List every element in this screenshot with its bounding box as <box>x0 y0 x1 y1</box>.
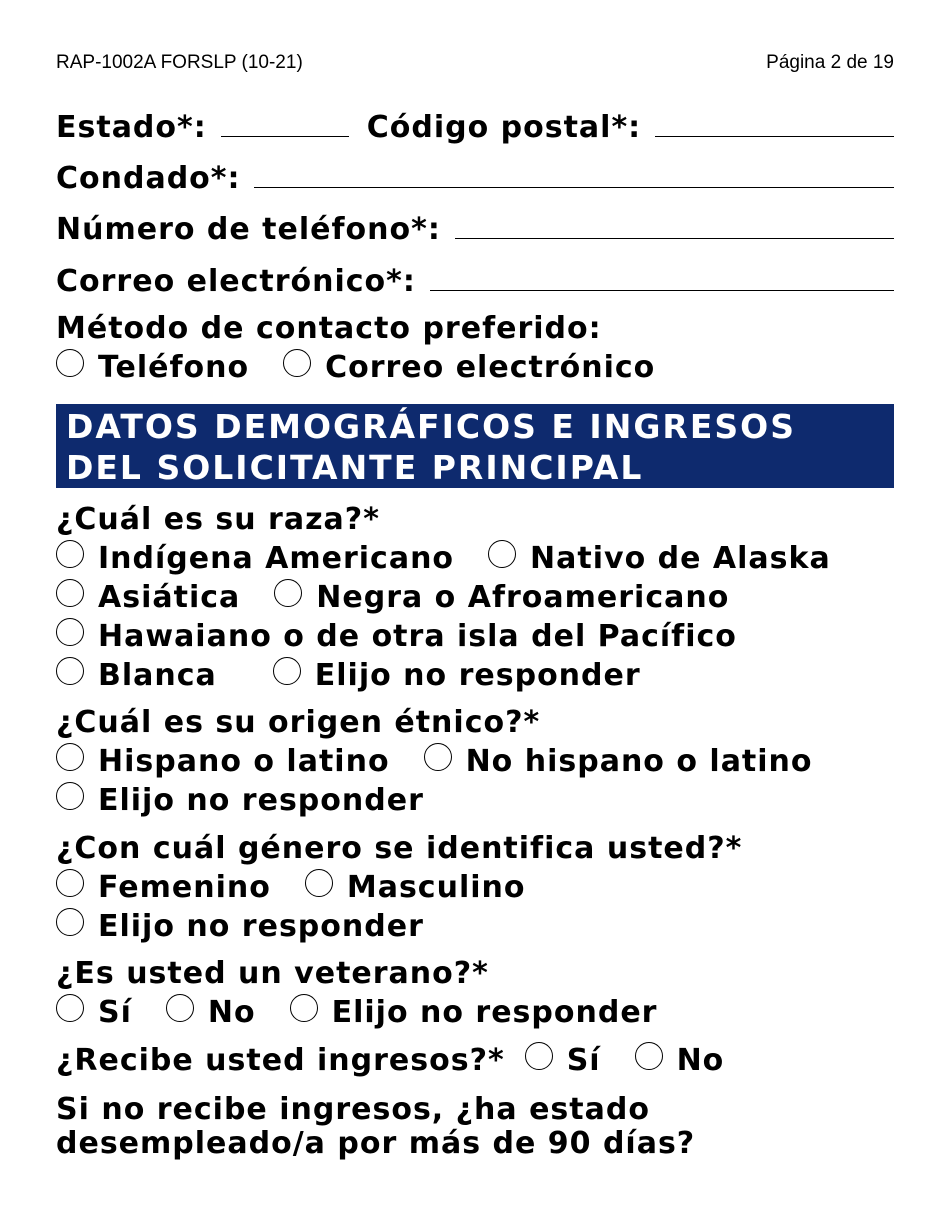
ethnicity-options-row-2 <box>56 783 446 819</box>
radio-button[interactable] <box>273 657 301 685</box>
gender-options-row-1 <box>56 870 547 906</box>
state-field[interactable] <box>221 135 349 137</box>
section-banner <box>56 404 894 488</box>
veteran-option-yes[interactable]: Sí <box>56 995 132 1031</box>
radio-button[interactable] <box>424 743 452 771</box>
race-option-black[interactable]: Negra o Afroamericano <box>274 580 729 616</box>
zip-label: Código postal*: <box>366 110 642 145</box>
race-option-alaska-native[interactable]: Nativo de Alaska <box>488 541 831 577</box>
page-number: Página 2 de 19 <box>766 52 894 73</box>
income-question: ¿Recibe usted ingresos?* <box>56 1043 505 1078</box>
veteran-options <box>56 995 679 1031</box>
race-option-white[interactable]: Blanca <box>56 658 217 694</box>
radio-button[interactable] <box>488 540 516 568</box>
radio-button[interactable] <box>56 743 84 771</box>
unemployed-question-line-2: desempleado/a por más de 90 días? <box>56 1126 696 1161</box>
radio-button[interactable] <box>56 579 84 607</box>
radio-button[interactable] <box>283 349 311 377</box>
radio-button[interactable] <box>56 908 84 936</box>
radio-button[interactable] <box>274 579 302 607</box>
radio-button[interactable] <box>166 994 194 1022</box>
ethnicity-option-decline[interactable]: Elijo no responder <box>56 783 424 819</box>
phone-row <box>56 212 894 247</box>
gender-question: ¿Con cuál género se identifica usted?* <box>56 831 743 866</box>
gender-option-male[interactable]: Masculino <box>305 870 526 906</box>
income-option-no[interactable]: No <box>635 1043 725 1079</box>
race-option-indigenous[interactable]: Indígena Americano <box>56 541 454 577</box>
email-label: Correo electrónico*: <box>56 264 416 299</box>
phone-label: Número de teléfono*: <box>56 212 441 247</box>
unemployed-question-line-1: Si no recibe ingresos, ¿ha estado <box>56 1092 650 1127</box>
contact-option-email[interactable]: Correo electrónico <box>283 350 655 386</box>
state-label: Estado*: <box>56 110 207 145</box>
gender-option-decline[interactable]: Elijo no responder <box>56 909 424 945</box>
form-id: RAP-1002A FORSLP (10-21) <box>56 52 303 73</box>
zip-field[interactable] <box>655 135 894 137</box>
race-option-pacific-islander[interactable]: Hawaiano o de otra isla del Pacífico <box>56 619 737 655</box>
ethnicity-question: ¿Cuál es su origen étnico?* <box>56 705 541 740</box>
race-question: ¿Cuál es su raza?* <box>56 502 380 537</box>
radio-button[interactable] <box>56 657 84 685</box>
email-field[interactable] <box>430 289 894 291</box>
ethnicity-options-row-1 <box>56 744 835 780</box>
contact-method-question: Método de contacto preferido: <box>56 311 602 346</box>
radio-button[interactable] <box>56 994 84 1022</box>
banner-line-1: DATOS DEMOGRÁFICOS E INGRESOS <box>66 407 796 446</box>
race-option-decline[interactable]: Elijo no responder <box>273 658 641 694</box>
gender-options-row-2 <box>56 909 446 945</box>
income-option-yes[interactable]: Sí <box>525 1043 601 1079</box>
race-option-asian[interactable]: Asiática <box>56 580 240 616</box>
phone-field[interactable] <box>455 237 894 239</box>
radio-button[interactable] <box>635 1042 663 1070</box>
radio-button[interactable] <box>56 349 84 377</box>
radio-button[interactable] <box>525 1042 553 1070</box>
email-row <box>56 264 894 299</box>
veteran-option-decline[interactable]: Elijo no responder <box>290 995 658 1031</box>
race-options-row-4 <box>56 658 663 694</box>
contact-method-options <box>56 350 677 386</box>
radio-button[interactable] <box>305 869 333 897</box>
race-options-row-2 <box>56 580 751 616</box>
income-row <box>56 1043 746 1079</box>
state-zip-row <box>56 110 894 145</box>
radio-button[interactable] <box>56 782 84 810</box>
race-options-row-3 <box>56 619 759 655</box>
gender-option-female[interactable]: Femenino <box>56 870 271 906</box>
page-header <box>56 52 894 74</box>
radio-button[interactable] <box>290 994 318 1022</box>
contact-option-phone[interactable]: Teléfono <box>56 350 249 386</box>
banner-line-2: DEL SOLICITANTE PRINCIPAL <box>66 448 644 487</box>
ethnicity-option-not-hispanic[interactable]: No hispano o latino <box>424 744 813 780</box>
county-row <box>56 161 894 196</box>
county-field[interactable] <box>254 186 894 188</box>
veteran-option-no[interactable]: No <box>166 995 256 1031</box>
radio-button[interactable] <box>56 540 84 568</box>
veteran-question: ¿Es usted un veterano?* <box>56 956 489 991</box>
ethnicity-option-hispanic[interactable]: Hispano o latino <box>56 744 390 780</box>
race-options-row-1 <box>56 541 853 577</box>
radio-button[interactable] <box>56 618 84 646</box>
county-label: Condado*: <box>56 161 241 196</box>
radio-button[interactable] <box>56 869 84 897</box>
